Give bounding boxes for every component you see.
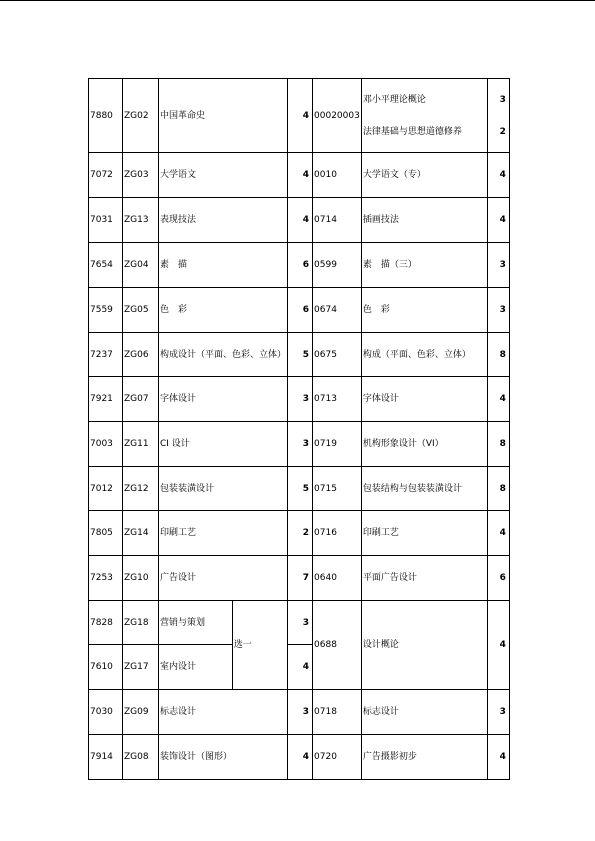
course-name: 色 彩 bbox=[159, 288, 288, 333]
table-row bbox=[89, 198, 510, 243]
course-name: 字体设计 bbox=[159, 377, 288, 422]
course-name: 室内设计 bbox=[159, 645, 233, 690]
alt-credit: 3 bbox=[499, 94, 506, 105]
course-name: 构成设计（平面、色彩、立体） bbox=[159, 333, 288, 377]
alt-code: 0714 bbox=[313, 198, 362, 243]
zg-code: ZG02 bbox=[123, 79, 159, 153]
table-row bbox=[89, 79, 510, 153]
zg-code: ZG12 bbox=[123, 467, 159, 511]
alt-code: 00020003 bbox=[313, 79, 362, 153]
credit: 4 bbox=[288, 198, 313, 243]
alt-name: 平面广告设计 bbox=[361, 556, 487, 601]
alt-credit: 3 bbox=[487, 243, 509, 288]
alt-name: 标志设计 bbox=[361, 690, 487, 735]
course-code: 7003 bbox=[89, 422, 123, 467]
course-code: 7610 bbox=[89, 645, 123, 690]
course-name: 表现技法 bbox=[159, 198, 288, 243]
table-row bbox=[89, 243, 510, 288]
alt-name-cell bbox=[361, 79, 487, 153]
course-name: 包装装潢设计 bbox=[159, 467, 288, 511]
alt-credit: 4 bbox=[487, 153, 509, 198]
course-code: 7805 bbox=[89, 511, 123, 556]
alt-credit: 4 bbox=[487, 377, 509, 422]
zg-code: ZG11 bbox=[123, 422, 159, 467]
credit: 3 bbox=[288, 377, 313, 422]
zg-code: ZG10 bbox=[123, 556, 159, 601]
course-code: 7253 bbox=[89, 556, 123, 601]
alt-name: 插画技法 bbox=[361, 198, 487, 243]
alt-code: 0640 bbox=[313, 556, 362, 601]
top-rule bbox=[0, 0, 595, 1]
zg-code: ZG08 bbox=[123, 735, 159, 780]
alt-name: 印刷工艺 bbox=[361, 511, 487, 556]
zg-code: ZG03 bbox=[123, 153, 159, 198]
alt-credit: 6 bbox=[487, 556, 509, 601]
credit: 6 bbox=[288, 243, 313, 288]
alt-code: 0010 bbox=[313, 153, 362, 198]
table-row bbox=[89, 153, 510, 198]
alt-credit: 3 bbox=[487, 288, 509, 333]
table-row bbox=[89, 333, 510, 377]
course-name: CI 设计 bbox=[159, 422, 288, 467]
course-name: 素 描 bbox=[159, 243, 288, 288]
course-code: 7012 bbox=[89, 467, 123, 511]
credit: 4 bbox=[288, 735, 313, 780]
alt-name: 大学语文（专） bbox=[361, 153, 487, 198]
credit: 4 bbox=[288, 79, 313, 153]
zg-code: ZG18 bbox=[123, 601, 159, 645]
alt-credit: 4 bbox=[487, 198, 509, 243]
course-code: 7880 bbox=[89, 79, 123, 153]
alt-name: 构成（平面、色彩、立体） bbox=[361, 333, 487, 377]
credit: 2 bbox=[288, 511, 313, 556]
alt-name: 邓小平理论概论 bbox=[362, 94, 426, 105]
zg-code: ZG07 bbox=[123, 377, 159, 422]
alt-credit: 8 bbox=[487, 422, 509, 467]
alt-code: 0599 bbox=[313, 243, 362, 288]
credit: 7 bbox=[288, 556, 313, 601]
course-code: 7237 bbox=[89, 333, 123, 377]
course-name: 大学语文 bbox=[159, 153, 288, 198]
credit: 4 bbox=[288, 645, 313, 690]
alt-code: 0713 bbox=[313, 377, 362, 422]
credit: 6 bbox=[288, 288, 313, 333]
credit: 5 bbox=[288, 467, 313, 511]
alt-credit: 4 bbox=[487, 601, 509, 690]
zg-code: ZG04 bbox=[123, 243, 159, 288]
course-name: 广告设计 bbox=[159, 556, 288, 601]
alt-credit: 4 bbox=[487, 735, 509, 780]
choice-note: 选一 bbox=[232, 601, 287, 690]
alt-name: 广告摄影初步 bbox=[361, 735, 487, 780]
alt-name: 机构形象设计（VI） bbox=[361, 422, 487, 467]
alt-name: 法律基础与思想道德修养 bbox=[362, 126, 462, 137]
table-row bbox=[89, 467, 510, 511]
alt-name: 设计概论 bbox=[361, 601, 487, 690]
alt-code: 0719 bbox=[313, 422, 362, 467]
table-row bbox=[89, 288, 510, 333]
course-code: 7921 bbox=[89, 377, 123, 422]
course-code: 7828 bbox=[89, 601, 123, 645]
table-row bbox=[89, 556, 510, 601]
course-table bbox=[88, 78, 510, 780]
zg-code: ZG13 bbox=[123, 198, 159, 243]
course-name: 标志设计 bbox=[159, 690, 288, 735]
alt-credit-cell bbox=[487, 79, 509, 153]
alt-name: 字体设计 bbox=[361, 377, 487, 422]
course-name: 营销与策划 bbox=[159, 601, 233, 645]
alt-code: 0675 bbox=[313, 333, 362, 377]
alt-code: 0674 bbox=[313, 288, 362, 333]
course-code: 7654 bbox=[89, 243, 123, 288]
alt-code: 0688 bbox=[313, 601, 362, 690]
alt-code: 0718 bbox=[313, 690, 362, 735]
alt-code: 0720 bbox=[313, 735, 362, 780]
alt-credit: 4 bbox=[487, 511, 509, 556]
alt-credit: 8 bbox=[487, 467, 509, 511]
alt-code: 0716 bbox=[313, 511, 362, 556]
course-code: 7072 bbox=[89, 153, 123, 198]
table-row bbox=[89, 511, 510, 556]
course-name: 中国革命史 bbox=[159, 79, 288, 153]
credit: 3 bbox=[288, 601, 313, 645]
alt-credit: 3 bbox=[487, 690, 509, 735]
alt-credit: 8 bbox=[487, 333, 509, 377]
table-row bbox=[89, 690, 510, 735]
zg-code: ZG05 bbox=[123, 288, 159, 333]
course-code: 7914 bbox=[89, 735, 123, 780]
table-row bbox=[89, 377, 510, 422]
table-row bbox=[89, 422, 510, 467]
zg-code: ZG09 bbox=[123, 690, 159, 735]
course-name: 装饰设计（图形） bbox=[159, 735, 288, 780]
alt-code: 0715 bbox=[313, 467, 362, 511]
alt-credit: 2 bbox=[499, 126, 506, 137]
alt-name: 包装结构与包装装潢设计 bbox=[361, 467, 487, 511]
table-row bbox=[89, 735, 510, 780]
course-name: 印刷工艺 bbox=[159, 511, 288, 556]
credit: 3 bbox=[288, 422, 313, 467]
credit: 4 bbox=[288, 153, 313, 198]
credit: 5 bbox=[288, 333, 313, 377]
course-code: 7030 bbox=[89, 690, 123, 735]
course-code: 7031 bbox=[89, 198, 123, 243]
course-code: 7559 bbox=[89, 288, 123, 333]
alt-name: 素 描（三） bbox=[361, 243, 487, 288]
alt-name: 色 彩 bbox=[361, 288, 487, 333]
table-row bbox=[89, 601, 510, 645]
zg-code: ZG17 bbox=[123, 645, 159, 690]
zg-code: ZG14 bbox=[123, 511, 159, 556]
credit: 3 bbox=[288, 690, 313, 735]
zg-code: ZG06 bbox=[123, 333, 159, 377]
